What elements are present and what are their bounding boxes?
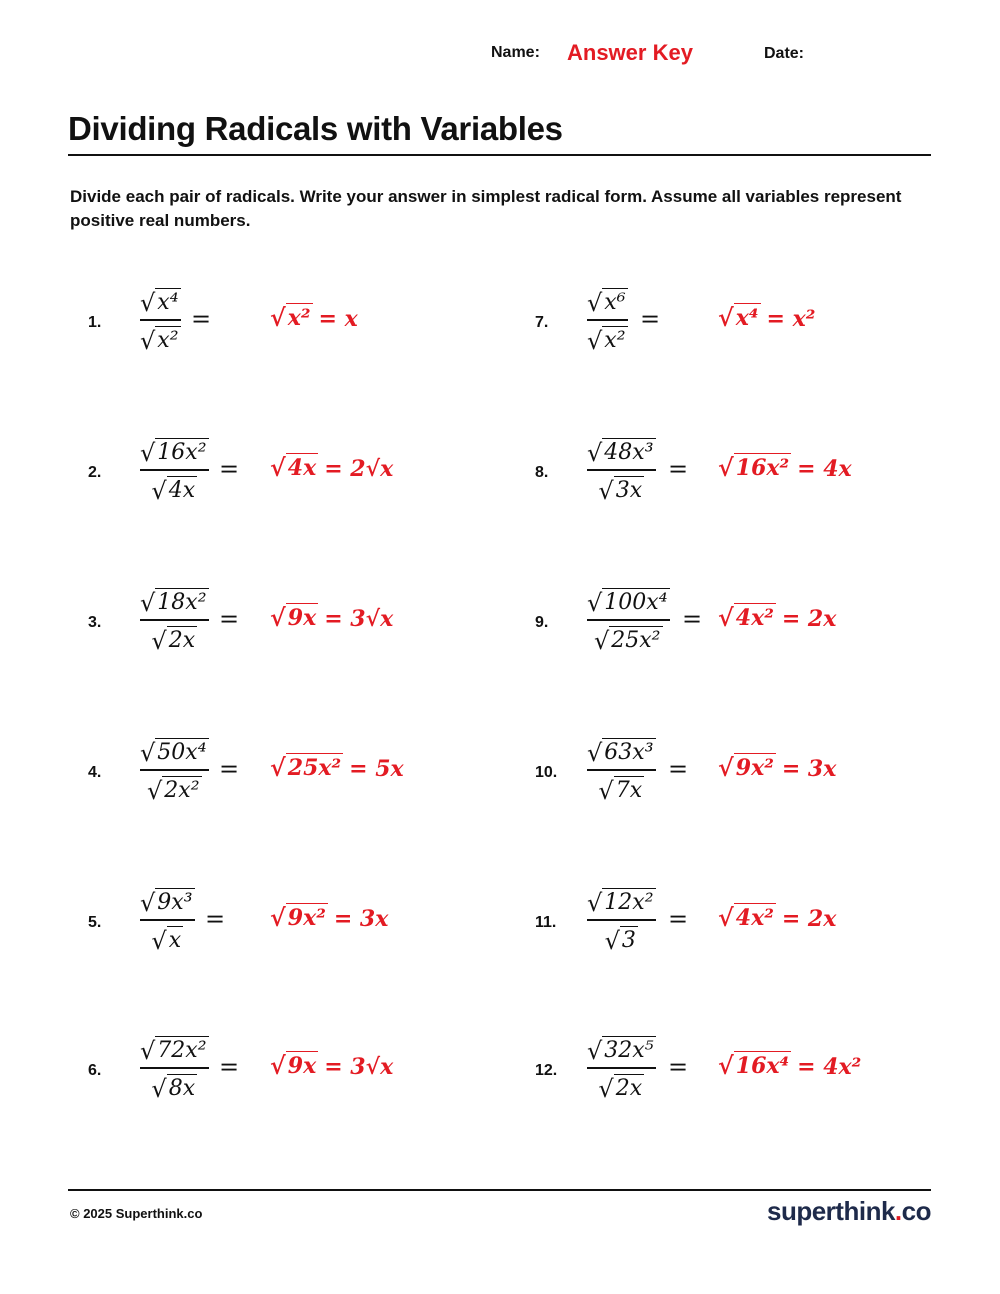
- answer-result: = 2x: [781, 606, 837, 632]
- brand-dot: .: [894, 1196, 902, 1226]
- fraction-bar: [587, 919, 656, 921]
- answer: [718, 1051, 861, 1080]
- denominator-radicand: 2x: [615, 1076, 643, 1101]
- answer-result: = 2x: [781, 906, 837, 932]
- problem-number: 3.: [88, 614, 102, 631]
- answer-result: = 2√x: [324, 456, 394, 482]
- answer-result: = 3x: [781, 756, 837, 782]
- numerator: [140, 735, 209, 767]
- problem-number: 8.: [535, 464, 549, 481]
- equals-sign: =: [682, 605, 703, 633]
- fraction-bar: [587, 619, 670, 621]
- radical-fraction: [587, 885, 656, 955]
- radical-fraction: [140, 585, 209, 655]
- sqrt-sign: √: [598, 477, 614, 505]
- problem-number: 10.: [535, 764, 558, 781]
- numerator: [140, 885, 195, 917]
- equals-sign: =: [640, 305, 661, 333]
- equals-sign: =: [219, 1053, 240, 1081]
- sqrt-sign: √: [718, 753, 734, 782]
- numerator-radicand: x⁶: [604, 290, 626, 315]
- answer-result: = x: [318, 306, 358, 332]
- sqrt-sign: √: [140, 589, 156, 617]
- sqrt-sign: √: [140, 327, 156, 355]
- sqrt-sign: √: [587, 739, 603, 767]
- numerator-radicand: 16x²: [157, 440, 207, 465]
- instructions: Divide each pair of radicals. Write your answer in simplest radical form. Assume all variables represent positive real numbers.: [70, 187, 902, 230]
- sqrt-sign: √: [270, 303, 286, 332]
- fraction-bar: [140, 619, 209, 621]
- denominator-radicand: x: [168, 928, 182, 953]
- sqrt-sign: √: [270, 1051, 286, 1080]
- denominator-radicand: 7x: [615, 778, 643, 803]
- problem-number: 6.: [88, 1062, 102, 1079]
- answer-result: = 3√x: [324, 1054, 394, 1080]
- numerator: [140, 1033, 209, 1065]
- answer-result: = 5x: [349, 756, 404, 782]
- sqrt-sign: √: [140, 889, 156, 917]
- answer: [270, 603, 393, 632]
- radical-fraction: [140, 435, 209, 505]
- answer-radicand: 9x: [287, 605, 317, 631]
- name-label: Name:: [491, 44, 540, 61]
- equals-sign: =: [668, 1053, 689, 1081]
- brand-logo: [767, 1196, 931, 1227]
- equals-sign: =: [219, 605, 240, 633]
- answer-result: = 3x: [333, 906, 389, 932]
- answer: [718, 303, 815, 332]
- numerator: [587, 735, 656, 767]
- answer: [718, 903, 836, 932]
- answer-radicand: 25x²: [287, 755, 342, 781]
- sqrt-sign: √: [151, 927, 167, 955]
- answer-radicand: x⁴: [735, 305, 759, 331]
- problem-number: 2.: [88, 464, 102, 481]
- radical-fraction: [140, 735, 209, 805]
- answer: [270, 453, 393, 482]
- sqrt-sign: √: [593, 627, 610, 655]
- equals-sign: =: [205, 905, 226, 933]
- answer-radicand: 16x²: [735, 455, 790, 481]
- sqrt-sign: √: [151, 627, 167, 655]
- sqrt-sign: √: [270, 903, 286, 932]
- answer-result: = 4x²: [797, 1054, 862, 1080]
- sqrt-sign: √: [147, 777, 163, 805]
- numerator: [587, 435, 656, 467]
- numerator: [587, 1033, 656, 1065]
- sqrt-sign: √: [270, 603, 286, 632]
- fraction-bar: [140, 469, 209, 471]
- denominator-radicand: 2x: [168, 628, 196, 653]
- radical-fraction: [587, 735, 656, 805]
- radical-fraction: [587, 1033, 656, 1103]
- numerator-radicand: x⁴: [157, 290, 179, 315]
- sqrt-sign: √: [598, 1075, 614, 1103]
- equals-sign: =: [191, 305, 212, 333]
- denominator-radicand: 25x²: [611, 628, 661, 653]
- answer: [718, 453, 852, 482]
- problem-number: 12.: [535, 1062, 558, 1079]
- denominator-radicand: 3x: [615, 478, 643, 503]
- title-rule: [68, 154, 931, 156]
- numerator: [587, 585, 670, 617]
- denominator: [140, 323, 181, 355]
- radical-fraction: [140, 285, 181, 355]
- denominator: [594, 623, 663, 655]
- denominator-radicand: 8x: [168, 1076, 196, 1101]
- answer-radicand: 16x⁴: [735, 1053, 790, 1079]
- equals-sign: =: [219, 755, 240, 783]
- sqrt-sign: √: [270, 753, 286, 782]
- answer: [718, 603, 836, 632]
- denominator: [605, 923, 638, 955]
- answer-radicand: 4x²: [735, 605, 774, 631]
- answer-radicand: 4x: [287, 455, 317, 481]
- sqrt-sign: √: [718, 303, 734, 332]
- sqrt-sign: √: [587, 889, 603, 917]
- answer-radicand: 9x²: [287, 905, 326, 931]
- answer-result: = 3√x: [324, 606, 394, 632]
- answer: [718, 753, 836, 782]
- equals-sign: =: [668, 455, 689, 483]
- denominator: [587, 323, 628, 355]
- fraction-bar: [587, 319, 628, 321]
- denominator: [151, 923, 183, 955]
- sqrt-sign: √: [587, 589, 603, 617]
- numerator-radicand: 32x⁵: [604, 1038, 654, 1063]
- answer: [270, 753, 404, 782]
- sqrt-sign: √: [587, 327, 603, 355]
- fraction-bar: [587, 1067, 656, 1069]
- copyright: © 2025 Superthink.co: [70, 1206, 203, 1221]
- sqrt-sign: √: [140, 289, 156, 317]
- denominator-radicand: x²: [604, 328, 626, 353]
- name-value: Answer Key: [567, 40, 693, 65]
- radical-fraction: [140, 885, 195, 955]
- numerator-radicand: 100x⁴: [604, 590, 668, 615]
- numerator: [587, 885, 656, 917]
- numerator: [587, 285, 628, 317]
- sqrt-sign: √: [718, 903, 734, 932]
- numerator-radicand: 72x²: [157, 1038, 207, 1063]
- sqrt-sign: √: [587, 289, 603, 317]
- fraction-bar: [587, 769, 656, 771]
- answer-radicand: 9x²: [735, 755, 774, 781]
- denominator: [151, 473, 197, 505]
- equals-sign: =: [668, 905, 689, 933]
- sqrt-sign: √: [151, 477, 167, 505]
- sqrt-sign: √: [587, 439, 603, 467]
- denominator-radicand: x²: [157, 328, 179, 353]
- date-label: Date:: [764, 45, 805, 62]
- numerator-radicand: 12x²: [604, 890, 654, 915]
- equals-sign: =: [219, 455, 240, 483]
- sqrt-sign: √: [140, 739, 156, 767]
- numerator-radicand: 50x⁴: [157, 740, 207, 765]
- numerator-radicand: 18x²: [157, 590, 207, 615]
- denominator: [147, 773, 202, 805]
- numerator: [140, 585, 209, 617]
- answer: [270, 1051, 393, 1080]
- sqrt-sign: √: [598, 777, 614, 805]
- denominator: [151, 623, 197, 655]
- fraction-bar: [140, 319, 181, 321]
- problem-number: 7.: [535, 314, 549, 331]
- problem-number: 9.: [535, 614, 549, 631]
- problem-number: 11.: [535, 914, 557, 931]
- denominator: [598, 473, 644, 505]
- numerator: [140, 285, 181, 317]
- answer-result: = x²: [766, 306, 816, 332]
- answer-radicand: x²: [287, 305, 311, 331]
- numerator-radicand: 9x³: [157, 890, 193, 915]
- equals-sign: =: [668, 755, 689, 783]
- radical-fraction: [587, 435, 656, 505]
- numerator-radicand: 48x³: [604, 440, 654, 465]
- radical-fraction: [587, 585, 670, 655]
- sqrt-sign: √: [140, 439, 156, 467]
- numerator: [140, 435, 209, 467]
- sqrt-sign: √: [604, 927, 620, 955]
- denominator: [598, 773, 644, 805]
- answer-radicand: 4x²: [735, 905, 774, 931]
- sqrt-sign: √: [140, 1037, 156, 1065]
- problem-number: 4.: [88, 764, 102, 781]
- answer-result: = 4x: [797, 456, 852, 482]
- sqrt-sign: √: [151, 1075, 167, 1103]
- radical-fraction: [587, 285, 628, 355]
- sqrt-sign: √: [718, 453, 734, 482]
- denominator-radicand: 3: [621, 928, 636, 953]
- denominator: [598, 1071, 644, 1103]
- fraction-bar: [140, 919, 195, 921]
- fraction-bar: [140, 1067, 209, 1069]
- problem-number: 1.: [88, 314, 102, 331]
- footer-rule: [68, 1189, 931, 1191]
- answer: [270, 903, 388, 932]
- sqrt-sign: √: [718, 1051, 734, 1080]
- brand-tld: co: [901, 1196, 931, 1226]
- sqrt-sign: √: [270, 453, 286, 482]
- denominator: [151, 1071, 197, 1103]
- answer-radicand: 9x: [287, 1053, 317, 1079]
- radical-fraction: [140, 1033, 209, 1103]
- problem-number: 5.: [88, 914, 102, 931]
- numerator-radicand: 63x³: [604, 740, 654, 765]
- sqrt-sign: √: [587, 1037, 603, 1065]
- fraction-bar: [587, 469, 656, 471]
- page-title: Dividing Radicals with Variables: [68, 110, 563, 147]
- denominator-radicand: 2x²: [164, 778, 200, 803]
- sqrt-sign: √: [718, 603, 734, 632]
- answer: [270, 303, 358, 332]
- brand-main: superthink: [767, 1196, 895, 1226]
- denominator-radicand: 4x: [168, 478, 196, 503]
- fraction-bar: [140, 769, 209, 771]
